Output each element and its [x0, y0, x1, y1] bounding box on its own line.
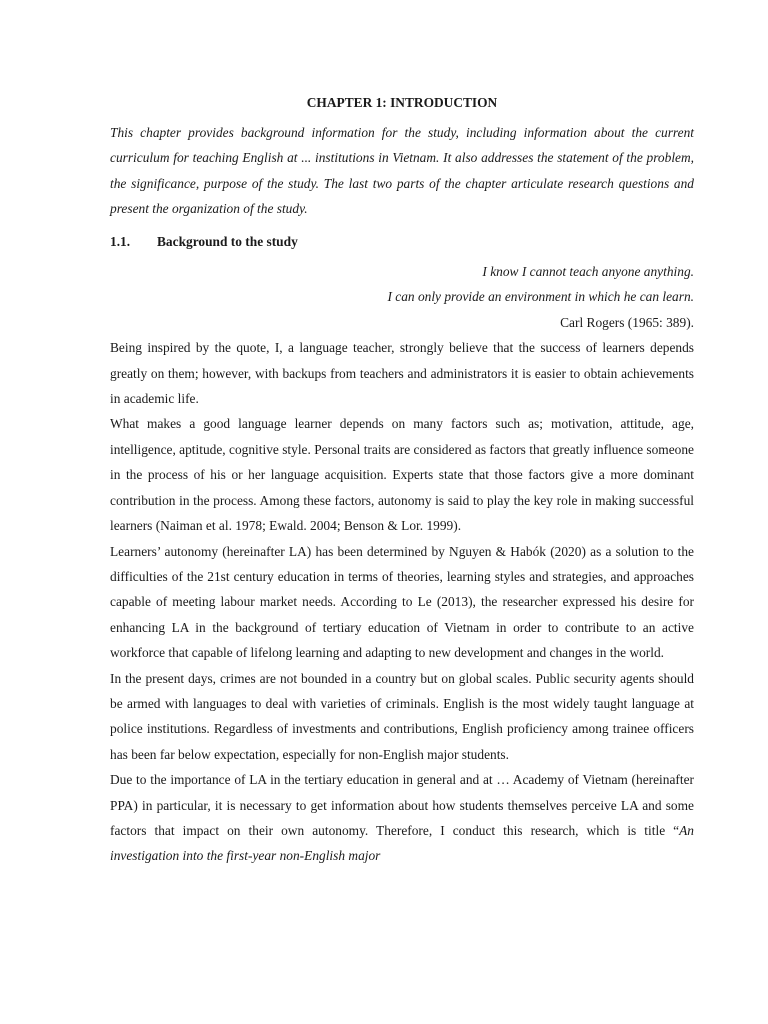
- epigraph-citation: Carl Rogers (1965: 389).: [560, 314, 694, 330]
- epigraph-line-1: I know I cannot teach anyone anything.: [482, 264, 694, 280]
- chapter-title: CHAPTER 1: INTRODUCTION: [306, 95, 498, 110]
- research-title-italic: An investigation into the first-year non-English major: [110, 822, 694, 864]
- paragraph-4: In the present days, crimes are not bounded in a country but on global scales. Public security agents should be armed with languages to deal with varieties of criminals. English is the most widely taught language at police institutions. Regardless of investments and contributions, English proficiency among trainee officers has been far below expectation, especially for non-English major students.: [110, 670, 694, 762]
- paragraph-5-text: Due to the importance of LA in the tertiary education in general and at … Academy of Vietnam (hereinafter PPA) in particular, it is necessary to get information about how students themselves perceive LA and some factors that impact on their own autonomy. Therefore, I conduct this research, which is title “: [110, 772, 694, 838]
- epigraph: [110, 259, 694, 335]
- paragraph-1: Being inspired by the quote, I, a language teacher, strongly believe that the success of learners depends greatly on them; however, with backups from teachers and administrators it is easier to obtain achievements in academic life.: [110, 340, 694, 407]
- document-page: [110, 90, 694, 869]
- paragraph-5: [110, 767, 694, 869]
- chapter-intro: This chapter provides background information for the study, including information about the current curriculum for teaching English at ... institutions in Vietnam. It also addresses the statement of the problem, the significance, purpose of the study. The last two parts of the chapter articulate research questions and present the organization of the study.: [110, 125, 694, 217]
- paragraph-2: What makes a good language learner depends on many factors such as; motivation, attitude, age, intelligence, aptitude, cognitive style. Personal traits are considered as factors that greatly influence someone in the process of his or her language acquisition. Experts state that those factors give a more dominant contribution in the process. Among these factors, autonomy is said to play the key role in making successful learners (Naiman et al. 1978; Ewald. 2004; Benson & Lor. 1999).: [110, 416, 694, 534]
- section-heading: [110, 229, 694, 254]
- paragraph-3: Learners’ autonomy (hereinafter LA) has been determined by Nguyen & Habók (2020) as a solution to the difficulties of the 21st century education in terms of theories, learning styles and strategies, and approaches capable of meeting labour market needs. According to Le (2013), the researcher expressed his desire for enhancing LA in the background of tertiary education of Vietnam in order to contribute to an active workforce that capable of lifelong learning and adapting to new development and changes in the world.: [110, 543, 694, 661]
- section-title: Background to the study: [157, 233, 298, 249]
- epigraph-line-2: I can only provide an environment in which he can learn.: [387, 289, 694, 305]
- section-number: 1.1.: [110, 233, 131, 249]
